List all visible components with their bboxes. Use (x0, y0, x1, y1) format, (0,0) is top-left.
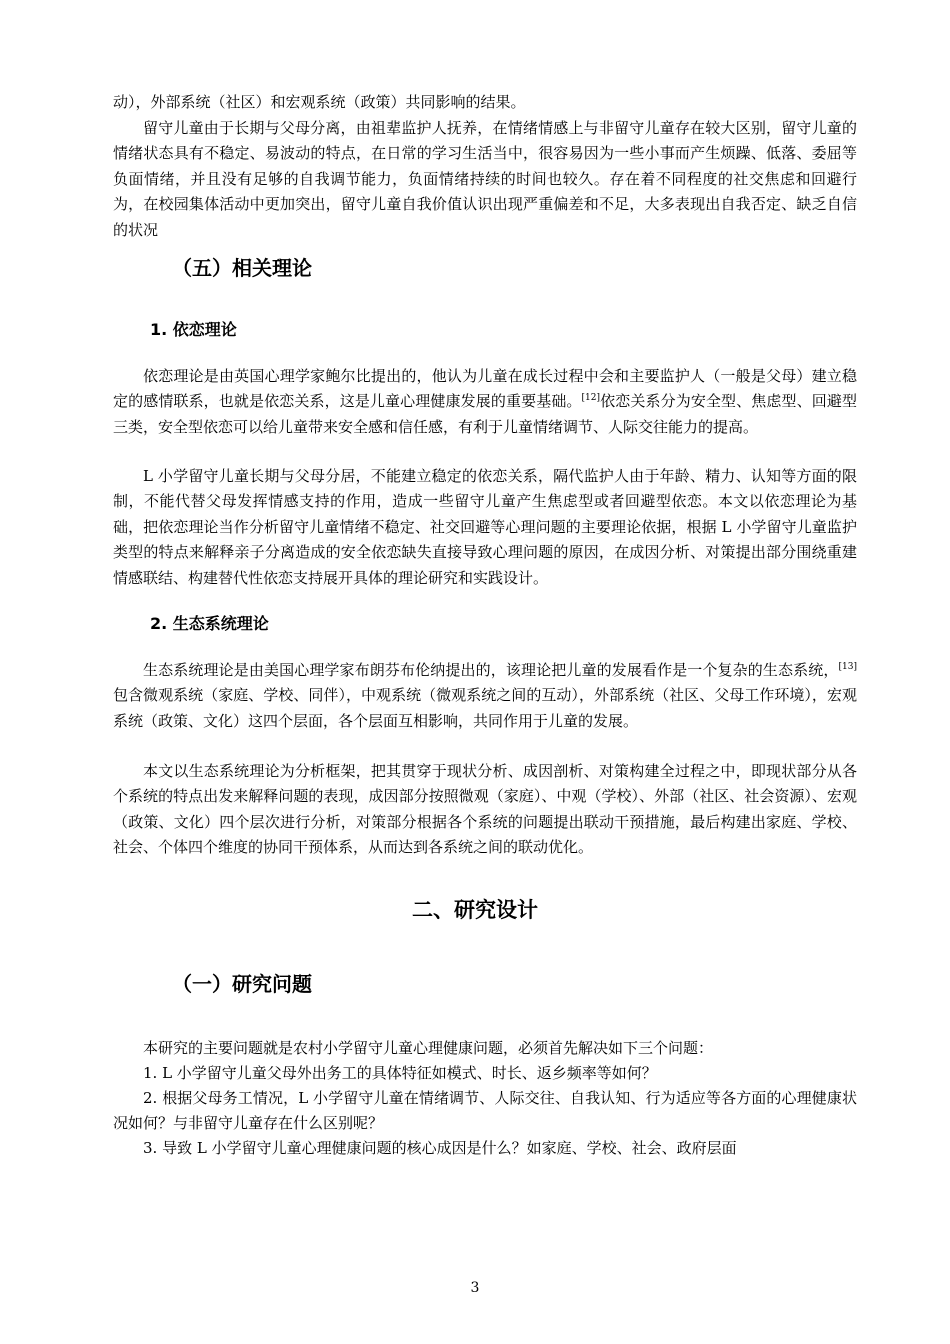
chapter-heading-research-design: 二、研究设计 (412, 898, 538, 922)
paragraph-attachment-1 (113, 364, 857, 440)
paragraph-intro-end: 动），外部系统（社区）和宏观系统（政策）共同影响的结果。 (113, 93, 526, 111)
paragraph-question-2: 2. 根据父母务工情况，L 小学留守儿童在情绪调节、人际交往、自我认知、行为适应等各方面的心理健康状况如何？与非留守儿童存在什么区别呢？ (113, 1089, 857, 1133)
paragraph-ecological-1-part-b: 包含微观系统（家庭、学校、同伴），中观系统（微观系统之间的互动），外部系统（社区、父母工作环境），宏观系统（政策、文化）这四个层面，各个层面互相影响，共同作用于儿童的发展。 (113, 686, 857, 730)
citation-13: [13] (838, 662, 857, 672)
page-number: 3 (470, 1280, 480, 1296)
paragraph-ecological-1 (113, 658, 857, 734)
paragraph-question-intro: 本研究的主要问题就是农村小学留守儿童心理健康问题，必须首先解决如下三个问题： (143, 1039, 714, 1057)
section-heading-theory: （五）相关理论 (172, 256, 312, 280)
section-heading-research-question: （一）研究问题 (172, 972, 312, 996)
paragraph-question-1: 1. L 小学留守儿童父母外出务工的具体特征如模式、时长、返乡频率等如何？ (143, 1064, 657, 1082)
paragraph-attachment-2: L 小学留守儿童长期与父母分居，不能建立稳定的依恋关系，隔代监护人由于年龄、精力、认知等方面的限制，不能代替父母发挥情感支持的作用，造成一些留守儿童产生焦虑型或者回避型依恋。本文以依恋理论为基础，把依恋理论当作分析留守儿童情绪不稳定、社交回避等心理问题的主要理论依据，根据 L 小学留守儿童监护类型的特点来解释亲子分离造成的安全依恋缺失直接导致心理问题的原因，在成因分析、对策提出部分围绕重建情感联结、构建替代性依恋支持展开具体的理论研究和实践设计。 (113, 467, 857, 587)
paragraph-emotion: 留守儿童由于长期与父母分离，由祖辈监护人抚养，在情绪情感上与非留守儿童存在较大区别，留守儿童的情绪状态具有不稳定、易波动的特点，在日常的学习生活当中，很容易因为一些小事而产生烦躁、低落、委屈等负面情绪，并且没有足够的自我调节能力，负面情绪持续的时间也较久。存在着不同程度的社交焦虑和回避行为，在校园集体活动中更加突出，留守儿童自我价值认识出现严重偏差和不足，大多表现出自我否定、缺乏自信的状况 (113, 119, 857, 239)
paragraph-ecological-1-part-a: 生态系统理论是由美国心理学家布朗芬布伦纳提出的，该理论把儿童的发展看作是一个复杂的生态系统， (143, 661, 839, 679)
citation-12: [12] (581, 393, 601, 404)
paragraph-question-3: 3. 导致 L 小学留守儿童心理健康问题的核心成因是什么？如家庭、学校、社会、政府层面 (143, 1139, 737, 1157)
paragraph-ecological-2: 本文以生态系统理论为分析框架，把其贯穿于现状分析、成因剖析、对策构建全过程之中，即现状部分从各个系统的特点出发来解释问题的表现，成因部分按照微观（家庭）、中观（学校）、外部（社区、社会资源）、宏观（政策、文化）四个层次进行分析，对策部分根据各个系统的问题提出联动干预措施，最后构建出家庭、学校、社会、个体四个维度的协同干预体系，从而达到各系统之间的联动优化。 (113, 762, 857, 857)
paragraph-attachment-1-part-b: 依恋关系分为安全型、焦虑型、回避型三类，安全型依恋可以给儿童带来安全感和信任感，有利于儿童情绪调节、人际交往能力的提高。 (113, 392, 857, 436)
subheading-attachment-theory: 1. 依恋理论 (150, 320, 237, 339)
paragraph-attachment-1-part-a: 依恋理论是由英国心理学家鲍尔比提出的，他认为儿童在成长过程中会和主要监护人（一般是父母）建立稳定的感情联系，也就是依恋关系，这是儿童心理健康发展的重要基础。 (113, 367, 857, 411)
subheading-ecological-theory: 2. 生态系统理论 (150, 614, 269, 633)
